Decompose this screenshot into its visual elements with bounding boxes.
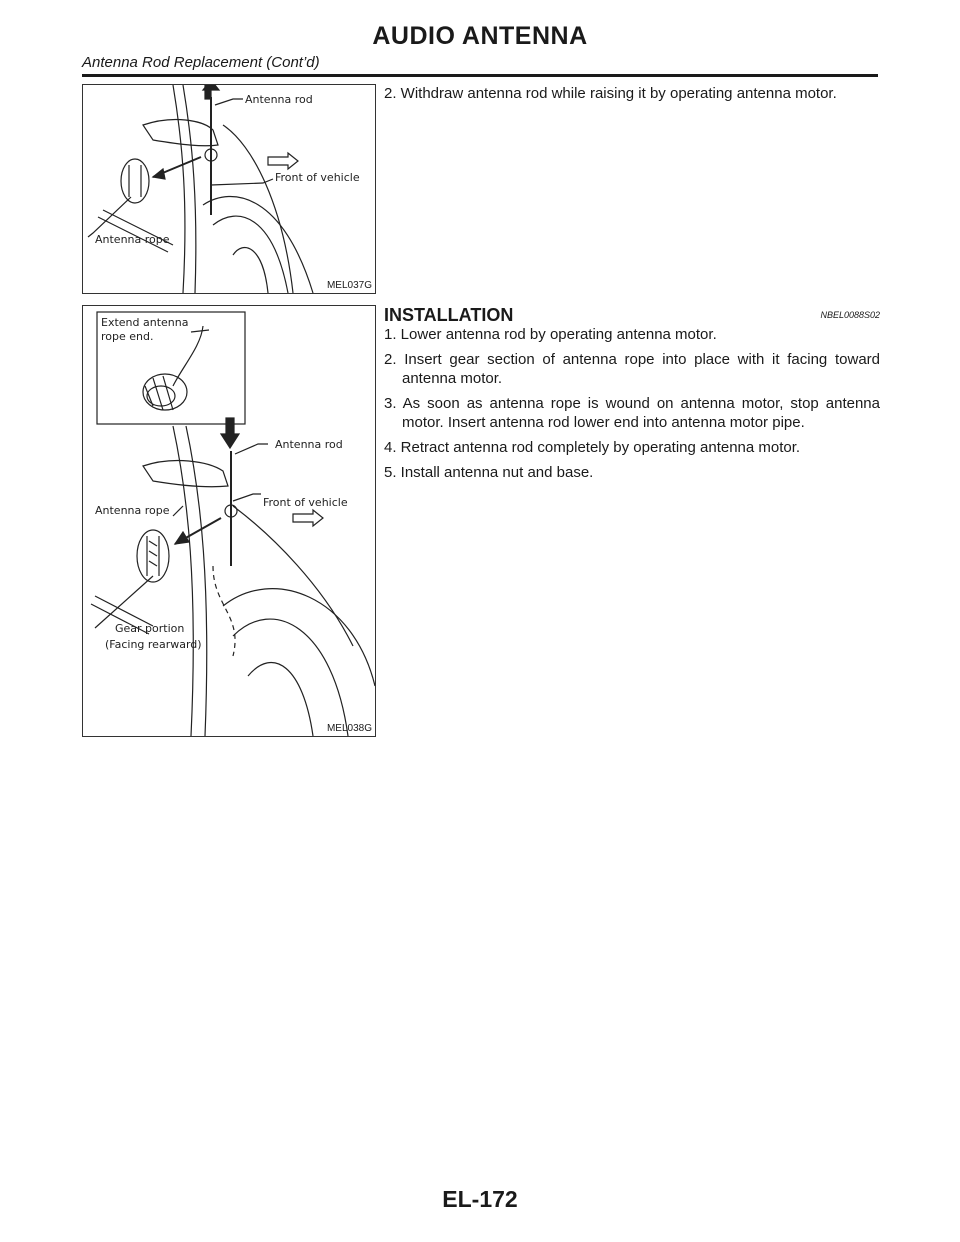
down-arrow: [221, 434, 239, 448]
installation-code: NBEL0088S02: [820, 310, 880, 320]
down-arrow-shaft: [226, 418, 234, 436]
leader-rod: [235, 444, 268, 454]
figure-antenna-withdraw-drawing: [83, 85, 375, 293]
installation-step: 4. Retract antenna rod completely by operating antenna motor.: [384, 439, 801, 456]
pillar-line: [173, 426, 193, 736]
page-title: AUDIO ANTENNA: [372, 22, 588, 50]
label-antenna-rope: Antenna rope: [95, 233, 170, 246]
leader-rope: [173, 506, 183, 516]
wheel-arch-outer: [203, 196, 313, 293]
installation-title: INSTALLATION: [384, 305, 514, 325]
figure-code: MEL038G: [326, 723, 372, 734]
inset-coil: [143, 374, 187, 410]
removal-steps: [384, 84, 880, 109]
leader-rod: [215, 99, 243, 105]
wheel-arch-inner: [233, 619, 348, 736]
figure-antenna-withdraw: [82, 84, 376, 294]
label-extend-line2: rope end.: [101, 330, 154, 343]
wheel-arch-core: [248, 663, 313, 737]
figure-antenna-install-drawing: [83, 306, 375, 736]
magnifier-circle: [121, 159, 149, 203]
label-facing-rearward: (Facing rearward): [105, 638, 202, 651]
installation-step: 3. As soon as antenna rope is wound on antenna motor, stop antenna motor. Insert antenna rod lower end into antenna motor pipe.: [384, 395, 880, 431]
label-antenna-rope: Antenna rope: [95, 504, 170, 517]
figure-antenna-install: [82, 305, 376, 737]
front-arrow: [293, 510, 323, 526]
figure-code: MEL037G: [326, 280, 372, 291]
pillar-line: [173, 85, 185, 293]
hand-shape: [143, 461, 228, 487]
label-antenna-rod: Antenna rod: [245, 93, 313, 106]
label-antenna-rod: Antenna rod: [275, 438, 343, 451]
installation-step: 5. Install antenna nut and base.: [384, 464, 594, 481]
installation-heading: [384, 305, 880, 326]
fender-line: [223, 125, 293, 293]
front-arrow: [268, 153, 298, 169]
wheel-arch-core: [233, 247, 268, 293]
leader-front: [233, 494, 261, 501]
label-extend-line1: Extend antenna: [101, 316, 189, 329]
installation-step: 2. Insert gear section of antenna rope into place with it facing toward antenna motor.: [384, 351, 880, 387]
magnifier-circle: [137, 530, 169, 582]
leader-rope: [88, 197, 131, 237]
leader-gear: [95, 576, 153, 628]
installation-step: 1. Lower antenna rod by operating antenna motor.: [384, 326, 717, 343]
label-front-of-vehicle: Front of vehicle: [275, 171, 360, 184]
header-rule: [82, 74, 878, 77]
removal-step-2: 2. Withdraw antenna rod while raising it by operating antenna motor.: [384, 85, 837, 102]
wheel-arch-inner: [213, 216, 288, 293]
label-gear-portion: Gear portion: [115, 622, 185, 635]
page-number: EL-172: [442, 1186, 518, 1212]
installation-steps: [384, 325, 880, 488]
label-front-of-vehicle: Front of vehicle: [263, 496, 348, 509]
wheel-arch-outer: [223, 589, 375, 686]
page-subtitle: Antenna Rod Replacement (Cont’d): [82, 54, 320, 71]
